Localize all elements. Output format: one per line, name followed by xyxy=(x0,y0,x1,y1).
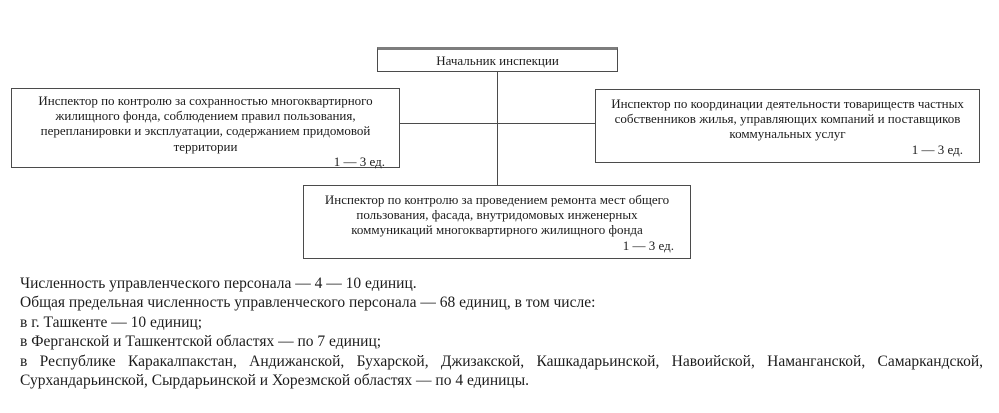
org-box-text: Инспектор по координации деятельности товариществ частных собственников жилья, управляющих компаний и поставщиков коммунальных услуг xyxy=(611,96,964,142)
org-box-inspector-housing-preservation xyxy=(11,88,400,168)
connector-horizontal-line xyxy=(400,123,595,124)
note-total-management-staff: Численность управленческого персонала — 4 — 10 единиц. xyxy=(20,275,417,292)
note-tashkent-city: в г. Ташкенте — 10 единиц; xyxy=(20,313,203,331)
org-box-text: Инспектор по контролю за сохранностью многоквартирного жилищного фонда, соблюдением правил пользования, перепланировки и эксплуатации, содержанием придомовой территории xyxy=(38,93,373,154)
org-box-headcount: 1 — 3 ед. xyxy=(911,141,963,157)
org-box-head-of-inspection xyxy=(377,47,618,72)
connector-vertical-line xyxy=(497,72,498,185)
org-box-text: Инспектор по контролю за проведением ремонта мест общего пользования, фасада, внутридомовых инженерных коммуникаций многоквартирного жилищного фонда xyxy=(324,192,670,238)
org-box-inspector-repair-control xyxy=(303,185,691,259)
org-box-inspector-owner-associations xyxy=(595,89,980,163)
org-box-headcount: 1 — 3 ед. xyxy=(622,237,674,253)
note-other-regions: в Республике Каракалпакстан, Андижанской, Бухарской, Джизакской, Кашкадарьинской, Навоийской, Наманганской, Самаркандской, Сурхандарьинской, Сырдарьинской и Хорезмской областях — по 4 единицы. xyxy=(20,352,983,390)
staffing-notes xyxy=(20,274,983,390)
note-fergana-tashkent-regions: в Ферганской и Ташкентской областях — по 7 единиц; xyxy=(20,333,382,351)
org-box-headcount: 1 — 3 ед. xyxy=(333,153,385,169)
org-box-head-label: Начальник инспекции xyxy=(436,52,559,68)
note-overall-limit: Общая предельная численность управленческого персонала — 68 единиц, в том числе: xyxy=(20,294,596,312)
